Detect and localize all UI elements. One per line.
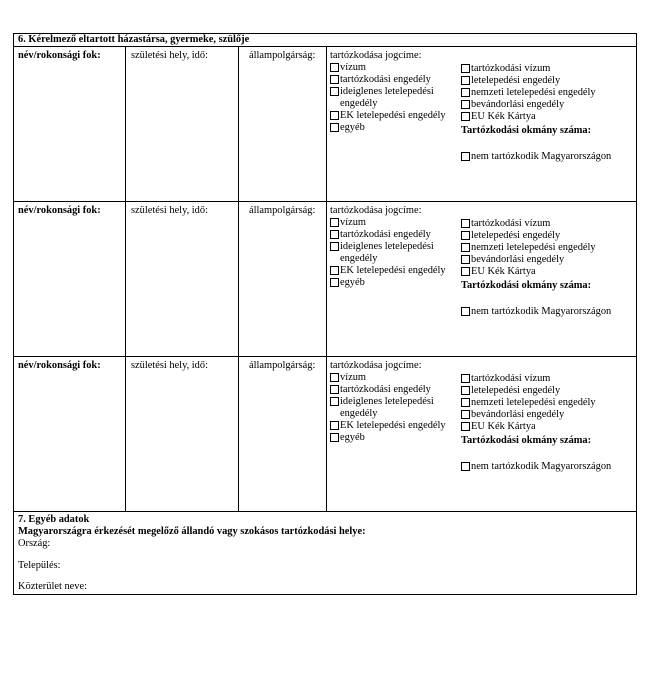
option-residence-permit[interactable]: tartózkodási engedély — [330, 229, 464, 241]
option-other[interactable]: egyéb — [330, 277, 464, 289]
citizenship-label: állampolgárság: — [249, 360, 316, 371]
checkbox[interactable] — [461, 307, 470, 316]
option-residence-visa[interactable]: tartózkodási vízum — [461, 373, 633, 385]
option-other[interactable]: egyéb — [330, 122, 464, 134]
residence-options-b — [461, 218, 633, 318]
residence-options-a — [330, 50, 464, 134]
relation-label: név/rokonsági fok: — [18, 50, 101, 61]
option-eu-blue-card[interactable]: EU Kék Kártya — [461, 421, 633, 433]
option-immigration-permit[interactable]: bevándorlási engedély — [461, 99, 633, 111]
checkbox[interactable] — [330, 230, 339, 239]
option-residence-permit[interactable]: tartózkodási engedély — [330, 384, 464, 396]
checkbox[interactable] — [461, 64, 470, 73]
section7-subtitle: Magyarországra érkezését megelőző állandó vagy szokásos tartózkodási helye: — [18, 526, 366, 537]
option-national-settlement[interactable]: nemzeti letelepedési engedély — [461, 242, 633, 254]
checkbox[interactable] — [461, 231, 470, 240]
checkbox[interactable] — [330, 421, 339, 430]
dependent-row — [14, 202, 636, 357]
option-temporary-settlement[interactable]: ideiglenes letelepedési engedély — [330, 86, 464, 110]
option-settlement-permit[interactable]: letelepedési engedély — [461, 230, 633, 242]
section7-title: 7. Egyéb adatok — [18, 514, 90, 525]
checkbox[interactable] — [330, 242, 339, 251]
form-frame — [13, 33, 637, 595]
residence-options-b — [461, 63, 633, 163]
checkbox[interactable] — [330, 385, 339, 394]
doc-number-label: Tartózkodási okmány száma: — [461, 280, 592, 291]
checkbox[interactable] — [330, 373, 339, 382]
residence-title-label: tartózkodása jogcíme: — [330, 50, 422, 61]
option-national-settlement[interactable]: nemzeti letelepedési engedély — [461, 397, 633, 409]
residence-options-b — [461, 373, 633, 473]
section6-title: 6. Kérelmező eltartott házastársa, gyermeke, szülője — [14, 34, 636, 47]
checkbox[interactable] — [330, 63, 339, 72]
checkbox[interactable] — [461, 88, 470, 97]
checkbox[interactable] — [461, 152, 470, 161]
country-field[interactable]: Ország: — [18, 538, 51, 549]
checkbox[interactable] — [330, 75, 339, 84]
settlement-field[interactable]: Település: — [18, 560, 61, 571]
option-ek-settlement[interactable]: EK letelepedési engedély — [330, 420, 464, 432]
birth-label: születési hely, idő: — [131, 50, 208, 61]
checkbox[interactable] — [461, 267, 470, 276]
option-residence-permit[interactable]: tartózkodási engedély — [330, 74, 464, 86]
option-ek-settlement[interactable]: EK letelepedési engedély — [330, 110, 464, 122]
checkbox[interactable] — [461, 76, 470, 85]
dependent-row — [14, 357, 636, 512]
option-not-resident[interactable]: nem tartózkodik Magyarországon — [461, 461, 633, 473]
dependent-row — [14, 47, 636, 202]
checkbox[interactable] — [330, 111, 339, 120]
checkbox[interactable] — [461, 219, 470, 228]
residence-title-label: tartózkodása jogcíme: — [330, 205, 422, 216]
option-not-resident[interactable]: nem tartózkodik Magyarországon — [461, 306, 633, 318]
checkbox[interactable] — [330, 397, 339, 406]
citizenship-label: állampolgárság: — [249, 50, 316, 61]
option-ek-settlement[interactable]: EK letelepedési engedély — [330, 265, 464, 277]
street-name-field[interactable]: Közterület neve: — [18, 581, 87, 592]
residence-options-a — [330, 360, 464, 444]
birth-label: születési hely, idő: — [131, 205, 208, 216]
residence-options-a — [330, 205, 464, 289]
relation-label: név/rokonsági fok: — [18, 360, 101, 371]
option-immigration-permit[interactable]: bevándorlási engedély — [461, 254, 633, 266]
doc-number-label: Tartózkodási okmány száma: — [461, 435, 592, 446]
checkbox[interactable] — [330, 87, 339, 96]
checkbox[interactable] — [330, 218, 339, 227]
option-visa[interactable]: vízum — [330, 62, 464, 74]
option-not-resident[interactable]: nem tartózkodik Magyarországon — [461, 151, 633, 163]
option-temporary-settlement[interactable]: ideiglenes letelepedési engedély — [330, 396, 464, 420]
doc-number-label: Tartózkodási okmány száma: — [461, 125, 592, 136]
checkbox[interactable] — [461, 112, 470, 121]
checkbox[interactable] — [461, 243, 470, 252]
checkbox[interactable] — [330, 433, 339, 442]
option-settlement-permit[interactable]: letelepedési engedély — [461, 385, 633, 397]
option-national-settlement[interactable]: nemzeti letelepedési engedély — [461, 87, 633, 99]
option-settlement-permit[interactable]: letelepedési engedély — [461, 75, 633, 87]
checkbox[interactable] — [461, 100, 470, 109]
option-other[interactable]: egyéb — [330, 432, 464, 444]
option-eu-blue-card[interactable]: EU Kék Kártya — [461, 266, 633, 278]
option-eu-blue-card[interactable]: EU Kék Kártya — [461, 111, 633, 123]
checkbox[interactable] — [461, 422, 470, 431]
checkbox[interactable] — [330, 123, 339, 132]
checkbox[interactable] — [330, 266, 339, 275]
option-immigration-permit[interactable]: bevándorlási engedély — [461, 409, 633, 421]
residence-title-label: tartózkodása jogcíme: — [330, 360, 422, 371]
option-temporary-settlement[interactable]: ideiglenes letelepedési engedély — [330, 241, 464, 265]
checkbox[interactable] — [461, 398, 470, 407]
relation-label: név/rokonsági fok: — [18, 205, 101, 216]
checkbox[interactable] — [330, 278, 339, 287]
option-visa[interactable]: vízum — [330, 217, 464, 229]
checkbox[interactable] — [461, 374, 470, 383]
citizenship-label: állampolgárság: — [249, 205, 316, 216]
checkbox[interactable] — [461, 255, 470, 264]
option-residence-visa[interactable]: tartózkodási vízum — [461, 218, 633, 230]
checkbox[interactable] — [461, 386, 470, 395]
checkbox[interactable] — [461, 410, 470, 419]
checkbox[interactable] — [461, 462, 470, 471]
option-residence-visa[interactable]: tartózkodási vízum — [461, 63, 633, 75]
birth-label: születési hely, idő: — [131, 360, 208, 371]
option-visa[interactable]: vízum — [330, 372, 464, 384]
